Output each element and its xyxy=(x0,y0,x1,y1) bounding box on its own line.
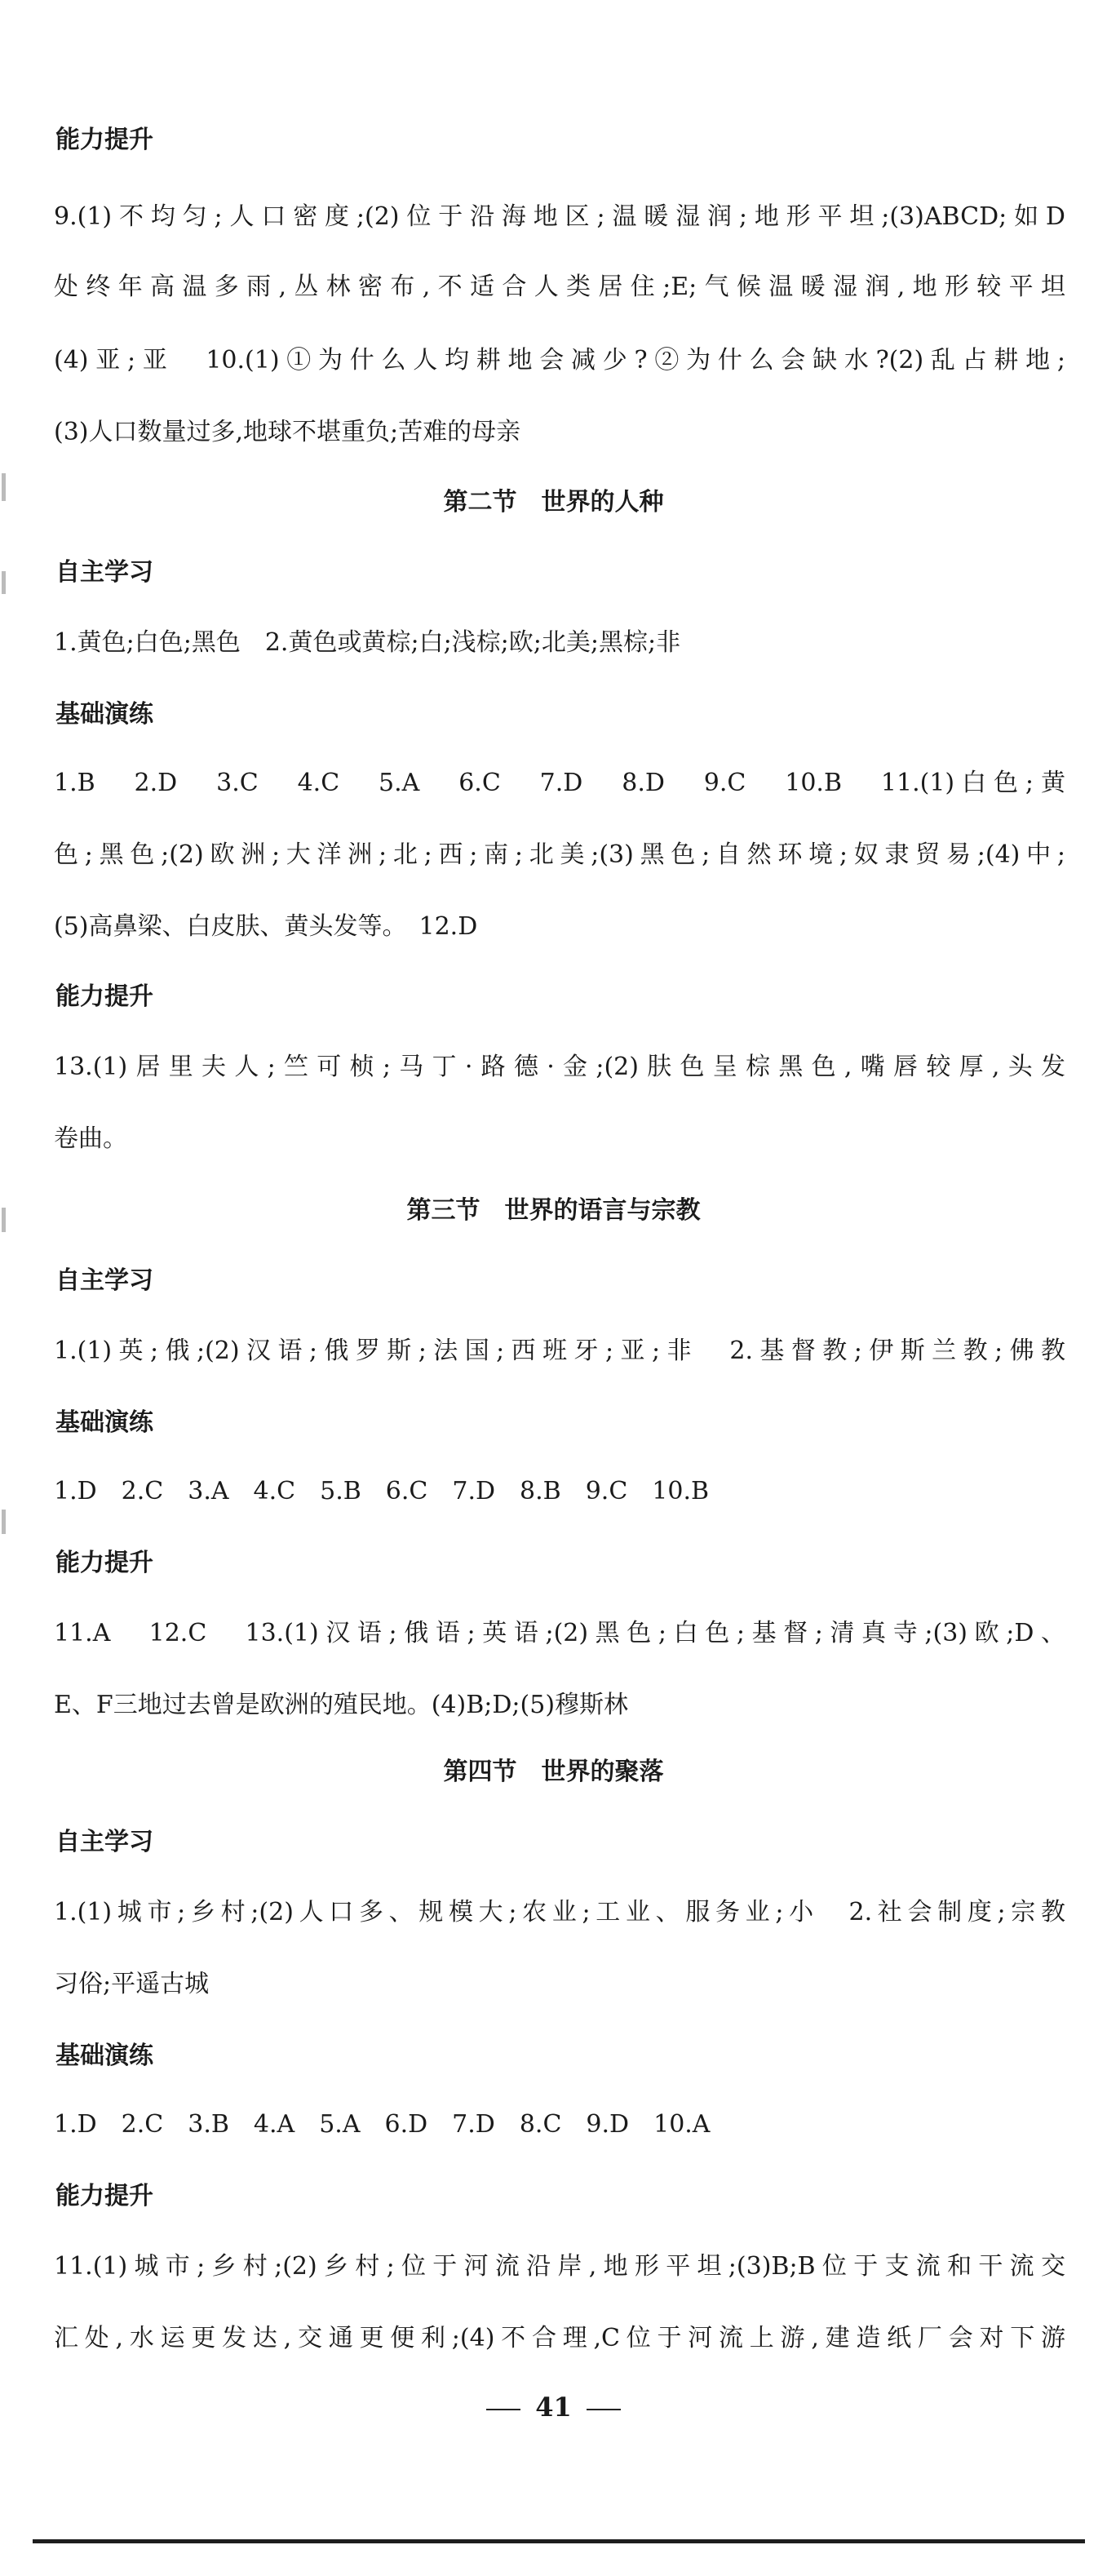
answer-line: 汇处,水运更发达,交通更便利;(4)不合理,C位于河流上游,建造纸厂会对下游 xyxy=(54,2324,1065,2352)
section-title: 第四节 世界的聚落 xyxy=(443,1758,664,1786)
answer-line: 11.A 12.C 13.(1)汉语;俄语;英语;(2)黑色;白色;基督;清真寺;(3)欧;D、 xyxy=(54,1619,1065,1647)
answer-line: 11.(1)城市;乡村;(2)乡村;位于河流沿岸,地形平坦;(3)B;B位于支流和干流交 xyxy=(54,2252,1065,2281)
subheading-self-study: 自主学习 xyxy=(55,1828,153,1856)
section-title: 第二节 世界的人种 xyxy=(443,488,664,517)
answer-line: 1.B 2.D 3.C 4.C 5.A 6.C 7.D 8.D 9.C 10.B 11.(1)白色;黄 xyxy=(54,769,1065,797)
answer-line: 1.黄色;白色;黑色 2.黄色或黄棕;白;浅棕;欧;北美;黑棕;非 xyxy=(54,628,681,657)
page-number xyxy=(0,2389,1107,2425)
margin-mark xyxy=(2,1510,6,1534)
answer-line: 13.(1)居里夫人;竺可桢;马丁·路德·金;(2)肤色呈棕黑色,嘴唇较厚,头发 xyxy=(54,1053,1065,1081)
answer-line: 习俗;平遥古城 xyxy=(54,1970,210,1998)
answer-line: 1.D 2.C 3.A 4.C 5.B 6.C 7.D 8.B 9.C 10.B xyxy=(54,1477,710,1505)
page-number-value: 41 xyxy=(535,2392,572,2423)
answer-line: 1.(1)城市;乡村;(2)人口多、规模大;农业;工业、服务业;小 2.社会制度;宗教 xyxy=(54,1898,1065,1926)
answer-line: (4)亚;亚 10.(1)①为什么人均耕地会减少?②为什么会缺水?(2)乱占耕地; xyxy=(54,346,1065,375)
subheading-ability: 能力提升 xyxy=(55,126,153,154)
answer-line: 1.(1)英;俄;(2)汉语;俄罗斯;法国;西班牙;亚;非 2.基督教;伊斯兰教;佛教 xyxy=(54,1337,1065,1365)
subheading-ability: 能力提升 xyxy=(55,1549,153,1577)
subheading-self-study: 自主学习 xyxy=(55,1266,153,1295)
answer-line: 卷曲。 xyxy=(54,1124,127,1153)
subheading-self-study: 自主学习 xyxy=(55,558,153,587)
subheading-basic-practice: 基础演练 xyxy=(55,1408,153,1437)
margin-mark xyxy=(2,571,6,594)
answer-line: 色;黑色;(2)欧洲;大洋洲;北;西;南;北美;(3)黑色;自然环境;奴隶贸易;(4)中; xyxy=(54,840,1065,869)
page-number-dash xyxy=(486,2409,520,2410)
subheading-basic-practice: 基础演练 xyxy=(55,700,153,729)
answer-line: 1.D 2.C 3.B 4.A 5.A 6.D 7.D 8.C 9.D 10.A xyxy=(54,2110,711,2139)
subheading-ability: 能力提升 xyxy=(55,2182,153,2210)
subheading-ability: 能力提升 xyxy=(55,982,153,1011)
answer-line: E、F三地过去曾是欧洲的殖民地。(4)B;D;(5)穆斯林 xyxy=(54,1691,629,1719)
page-number-dash xyxy=(587,2409,621,2410)
section-title: 第三节 世界的语言与宗教 xyxy=(406,1196,701,1225)
answer-line: (3)人口数量过多,地球不堪重负;苦难的母亲 xyxy=(54,418,521,446)
bottom-rule xyxy=(33,2539,1085,2543)
subheading-basic-practice: 基础演练 xyxy=(55,2042,153,2070)
answer-line: 9.(1)不均匀;人口密度;(2)位于沿海地区;温暖湿润;地形平坦;(3)ABCD;如D xyxy=(54,202,1065,231)
answer-line: 处终年高温多雨,丛林密布,不适合人类居住;E;气候温暖湿润,地形较平坦 xyxy=(54,273,1065,301)
answer-line: (5)高鼻梁、白皮肤、黄头发等。 12.D xyxy=(54,912,478,941)
